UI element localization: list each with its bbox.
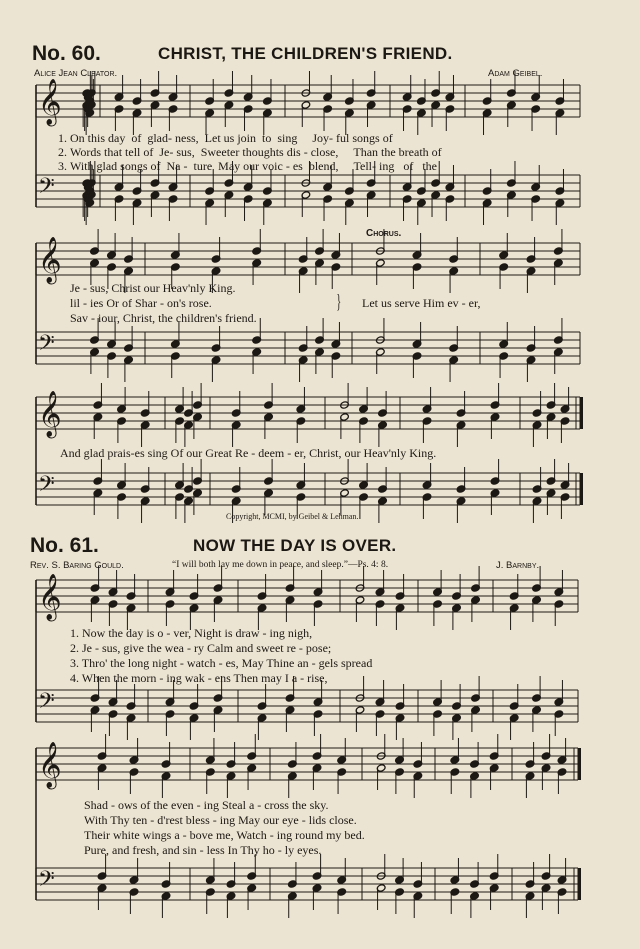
verse-line: Shad - ows of the even - ing Steal a - cross the sky.: [84, 798, 329, 812]
verse-line: 1. Now the day is o - ver, Night is draw - ing nigh,: [70, 626, 313, 640]
hymn-60-title: CHRIST, THE CHILDREN'S FRIEND.: [158, 44, 453, 63]
verse-brace: }: [336, 291, 342, 313]
verse-line: 4. When the morn - ing wak - ens Then may I a - rise,: [70, 671, 328, 685]
verse-line: lil - ies Or of Shar - on's rose.: [70, 296, 212, 310]
hymn-61-title: NOW THE DAY IS OVER.: [193, 536, 397, 555]
verse-line: Je - sus, Christ our Heav'nly King.: [70, 281, 236, 295]
hymn-61-composer: J. Barnby.: [496, 560, 540, 571]
verse-line: Their white wings a - bove me, Watch - ing round my bed.: [84, 828, 365, 842]
final-barline-thick: [580, 473, 583, 505]
treble-clef-icon: 𝄞: [38, 237, 62, 283]
hymn-60-composer: Adam Geibel.: [488, 68, 543, 79]
final-barline-thick: [578, 868, 581, 900]
treble-clef-icon: 𝄞: [38, 742, 62, 788]
bass-clef-icon: 𝄢: [38, 867, 55, 897]
chorus-line-1: Let us serve Him ev - er,: [362, 296, 481, 310]
verse-line: With Thy ten - d'rest bless - ing May our eye - lids close.: [84, 813, 357, 827]
verse-line: 3. With glad songs of Na - ture May our voic - es blend, Tell- ing of the: [58, 159, 437, 173]
hymn-61-number: No. 61.: [30, 534, 99, 557]
treble-clef-icon: 𝄞: [38, 391, 62, 437]
bass-clef-icon: 𝄢: [38, 472, 55, 502]
chorus-line-2: And glad prais-es sing Of our Great Re - deem - er, Christ, our Heav'nly King.: [60, 446, 437, 460]
treble-clef-icon: 𝄞: [38, 79, 62, 125]
verse-line: Pure, and fresh, and sin - less In Thy ho - ly eyes.: [84, 843, 322, 857]
copyright-note: Copyright, MCMI, by Geibel & Lehman.: [226, 512, 359, 521]
chorus-label: Chorus.: [366, 228, 402, 239]
verse-line: Sav - iour, Christ, the children's friend.: [70, 311, 257, 325]
treble-clef-icon: 𝄞: [38, 574, 62, 620]
bass-clef-icon: 𝄢: [38, 331, 55, 361]
verse-line: 1. On this day of glad- ness, Let us join to sing Joy- ful songs of: [58, 131, 393, 145]
final-barline-thick: [578, 748, 581, 780]
verse-line: 3. Thro' the long night - watch - es, May Thine an - gels spread: [70, 656, 373, 670]
verse-line: 2. Words that tell of Je- sus, Sweeter thoughts dis - close, Than the breath of: [58, 145, 442, 159]
final-barline-thick: [580, 397, 583, 429]
hymn-61-author: Rev. S. Baring Gould.: [30, 560, 124, 571]
bass-clef-icon: 𝄢: [38, 174, 55, 204]
hymn-61-epigraph: “I will both lay me down in peace, and sleep.”—Ps. 4: 8.: [172, 560, 389, 570]
hymn-60-number: No. 60.: [32, 42, 101, 65]
verse-line: 2. Je - sus, give the wea - ry Calm and sweet re - pose;: [70, 641, 332, 655]
hymn-60-author: Alice Jean Cleator.: [34, 68, 118, 79]
bass-clef-icon: 𝄢: [38, 689, 55, 719]
